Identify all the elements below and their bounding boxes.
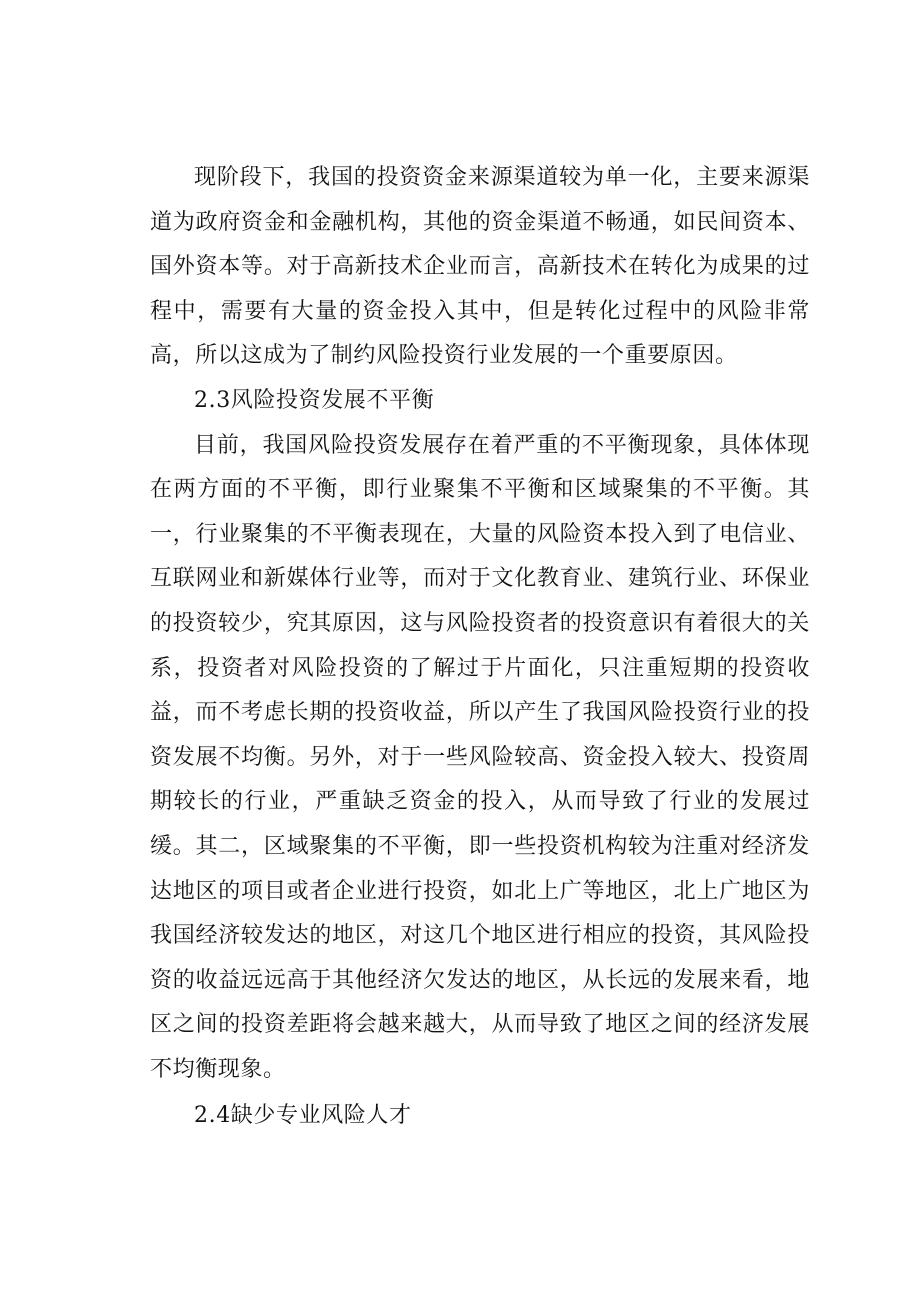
section-heading-2-3: 2.3风险投资发展不平衡 — [194, 387, 435, 413]
document-body — [150, 156, 810, 1139]
section-heading-2-4: 2.4缺少专业风险人才 — [194, 1103, 412, 1129]
paragraph-imbalance: 目前，我国风险投资发展存在着严重的不平衡现象，具体体现在两方面的不平衡，即行业聚集不平衡和区域聚集的不平衡。其一，行业聚集的不平衡表现在，大量的风险资本投入到了电信业、互联网业和新媒体行业等，而对于文化教育业、建筑行业、环保业的投资较少，究其原因，这与风险投资者的投资意识有着很大的关系，投资者对风险投资的了解过于片面化，只注重短期的投资收益，而不考虑长期的投资收益，所以产生了我国风险投资行业的投资发展不均衡。另外，对于一些风险较高、资金投入较大、投资周期较长的行业，严重缺乏资金的投入，从而导致了行业的发展过缓。其二，区域聚集的不平衡，即一些投资机构较为注重对经济发达地区的项目或者企业进行投资，如北上广等地区，北上广地区为我国经济较发达的地区，对这几个地区进行相应的投资，其风险投资的收益远远高于其他经济欠发达的地区，从长远的发展来看，地区之间的投资差距将会越来越大，从而导致了地区之间的经济发展不均衡现象。 — [150, 432, 810, 1082]
paragraph-funding-sources: 现阶段下，我国的投资资金来源渠道较为单一化，主要来源渠道为政府资金和金融机构，其他的资金渠道不畅通，如民间资本、国外资本等。对于高新技术企业而言，高新技术在转化为成果的过程中，需要有大量的资金投入其中，但是转化过程中的风险非常高，所以这成为了制约风险投资行业发展的一个重要原因。 — [150, 165, 810, 369]
